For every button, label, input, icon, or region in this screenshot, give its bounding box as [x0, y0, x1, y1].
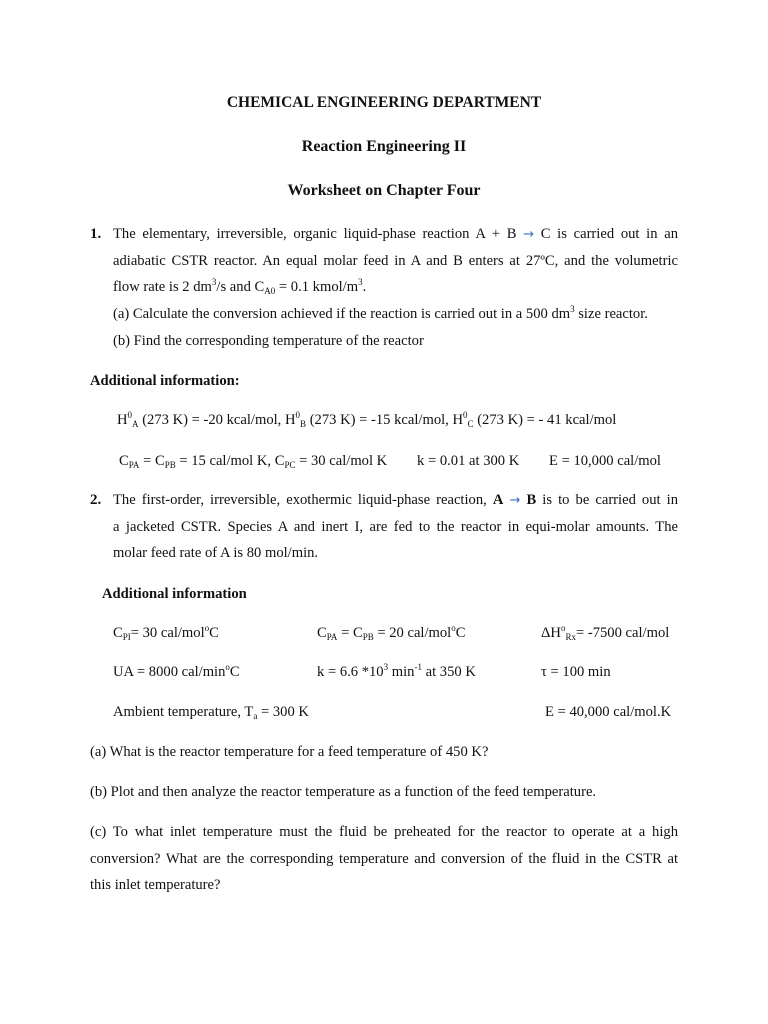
problem-1-line-3: flow rate is 2 $dm^3/s$ and $C_{A0} = 0.1$ kmol/$m^3$. — [113, 277, 367, 296]
problem-2-line-3: molar feed rate of A is 80 mol/min. — [113, 545, 319, 561]
problem-1-additional-heading: Additional information: — [90, 373, 240, 389]
heat-of-reaction: $\Delta H^o_{Rx}= -7500$ cal/mol — [541, 623, 670, 642]
course-title: Reaction Engineering II — [301, 138, 467, 155]
rate-constant: k = 6.6 $*10^3$ $\min^{-1}$ at 350 K — [317, 662, 476, 680]
question-b: (b) Plot and then analyze the reactor temperature as a function of the feed temperature. — [90, 784, 597, 800]
ambient-temperature: Ambient temperature, $T_a = 300$ K — [113, 704, 309, 721]
problem-1-enthalpy-line: $H^0_A$ (273 K) = -20 kcal/mol, $H^0_B$ (273 K) = -15 kcal/mol, $H^0_C$ (273 K) = - 41 kcal/mol — [117, 410, 617, 429]
problem-1-part-a: (a) Calculate the conversion achieved if the reaction is carried out in a 500 $dm^3$ size reactor. — [113, 304, 648, 322]
activation-energy: E = 40,000 cal/mol.K — [545, 704, 672, 720]
question-c-line-1: (c) To what inlet temperature must the fluid be preheated for the reactor to operate at a high — [90, 824, 678, 840]
ua-value: UA = 8000 cal/$\min^oC$ — [113, 662, 240, 680]
problem-1-rate-constant: k = 0.01 at 300 K — [417, 453, 520, 469]
problem-1-number: 1. — [90, 226, 102, 242]
problem-1-part-b: (b) Find the corresponding temperature of the reactor — [113, 333, 424, 349]
question-c-line-3: this inlet temperature? — [90, 877, 221, 893]
problem-2-additional-heading: Additional information — [102, 586, 247, 602]
cpa-cpb-value: $C_{PA} = C_{PB} = 20$ cal/mol$^o$C — [317, 623, 466, 642]
worksheet-title: Worksheet on Chapter Four — [287, 182, 481, 199]
arrow-icon: → — [509, 493, 521, 508]
arrow-icon: → — [523, 227, 535, 242]
question-a: (a) What is the reactor temperature for a feed temperature of 450 K? — [90, 744, 489, 760]
problem-1-cp-values: $C_{PA} = C_{PB} = 15$ cal/mol K, $C_{PC} = 30$ cal/mol K — [119, 453, 388, 470]
problem-2-line-2: a jacketed CSTR. Species A and inert I, are fed to the reactor in equi-molar amounts. The — [113, 519, 678, 535]
residence-time: τ = 100 min — [541, 664, 611, 680]
problem-2-number: 2. — [90, 492, 102, 508]
problem-1-activation-energy: E = 10,000 cal/mol — [549, 453, 661, 469]
problem-1-line-2: adiabatic CSTR reactor. An equal molar feed in A and B enters at 27ºC, and the volumetric — [113, 253, 678, 269]
cpi-value: $C_{PI}= 30$ cal/mol$^o$C — [113, 623, 219, 642]
department-title: CHEMICAL ENGINEERING DEPARTMENT — [226, 94, 542, 111]
problem-1-line-1: The elementary, irreversible, organic liquid-phase reaction A + B → C is carried out in an — [113, 226, 678, 242]
problem-2-line-1: The first-order, irreversible, exothermic liquid-phase reaction, A → B is to be carried out in — [113, 492, 679, 508]
question-c-line-2: conversion? What are the corresponding temperature and conversion of the fluid in the CSTR at — [90, 851, 678, 867]
